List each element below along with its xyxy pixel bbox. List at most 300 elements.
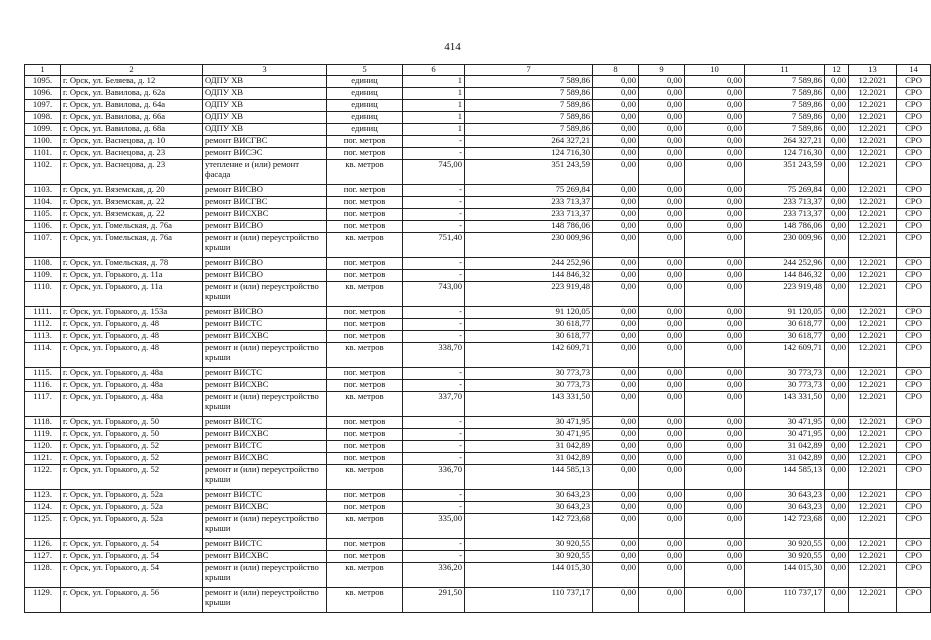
row-number: 1109.	[25, 270, 61, 282]
address-cell: г. Орск, ул. Горького, д. 52а	[61, 490, 203, 502]
row-number: 1097.	[25, 100, 61, 112]
cost-cell: 233 713,37	[465, 209, 593, 221]
col10-cell: 0,00	[685, 429, 745, 441]
col10-cell: 0,00	[685, 160, 745, 185]
col9-cell: 0,00	[639, 514, 685, 539]
col11-cell: 30 471,95	[745, 417, 825, 429]
period-cell: 12.2021	[849, 539, 897, 551]
unit-cell: кв. метров	[327, 233, 403, 258]
unit-cell: единиц	[327, 88, 403, 100]
column-header: 12	[825, 65, 849, 76]
col9-cell: 0,00	[639, 233, 685, 258]
unit-cell: пог. метров	[327, 331, 403, 343]
quantity-cell: -	[403, 539, 465, 551]
col8-cell: 0,00	[593, 209, 639, 221]
address-cell: г. Орск, ул. Беляева, д. 12	[61, 76, 203, 88]
quantity-cell: 1	[403, 112, 465, 124]
col10-cell: 0,00	[685, 319, 745, 331]
col8-cell: 0,00	[593, 148, 639, 160]
col12-cell: 0,00	[825, 539, 849, 551]
unit-cell: кв. метров	[327, 465, 403, 490]
col10-cell: 0,00	[685, 539, 745, 551]
row-number: 1118.	[25, 417, 61, 429]
cost-cell: 30 920,55	[465, 539, 593, 551]
column-header: 6	[403, 65, 465, 76]
work-type-cell: ремонт ВИСТС	[203, 417, 327, 429]
col9-cell: 0,00	[639, 563, 685, 588]
col11-cell: 142 609,71	[745, 343, 825, 368]
register-table	[24, 64, 931, 613]
col9-cell: 0,00	[639, 185, 685, 197]
col8-cell: 0,00	[593, 319, 639, 331]
col10-cell: 0,00	[685, 100, 745, 112]
col9-cell: 0,00	[639, 453, 685, 465]
method-cell: СРО	[897, 88, 931, 100]
address-cell: г. Орск, ул. Вяземская, д. 22	[61, 197, 203, 209]
column-header: 3	[203, 65, 327, 76]
unit-cell: пог. метров	[327, 502, 403, 514]
method-cell: СРО	[897, 112, 931, 124]
unit-cell: пог. метров	[327, 185, 403, 197]
unit-cell: пог. метров	[327, 539, 403, 551]
work-type-cell: ремонт ВИСХВС	[203, 551, 327, 563]
unit-cell: пог. метров	[327, 429, 403, 441]
table-row	[25, 453, 931, 465]
period-cell: 12.2021	[849, 209, 897, 221]
method-cell: СРО	[897, 343, 931, 368]
col10-cell: 0,00	[685, 88, 745, 100]
col8-cell: 0,00	[593, 514, 639, 539]
period-cell: 12.2021	[849, 514, 897, 539]
col11-cell: 124 716,30	[745, 148, 825, 160]
period-cell: 12.2021	[849, 258, 897, 270]
col11-cell: 75 269,84	[745, 185, 825, 197]
address-cell: г. Орск, ул. Вавилова, д. 66а	[61, 112, 203, 124]
cost-cell: 233 713,37	[465, 197, 593, 209]
period-cell: 12.2021	[849, 136, 897, 148]
col9-cell: 0,00	[639, 148, 685, 160]
row-number: 1112.	[25, 319, 61, 331]
quantity-cell: 743,00	[403, 282, 465, 307]
row-number: 1129.	[25, 588, 61, 613]
work-type-cell: ремонт ВИСВО	[203, 221, 327, 233]
unit-cell: пог. метров	[327, 417, 403, 429]
col10-cell: 0,00	[685, 490, 745, 502]
table-row	[25, 112, 931, 124]
table-row	[25, 465, 931, 490]
col11-cell: 30 920,55	[745, 539, 825, 551]
col9-cell: 0,00	[639, 429, 685, 441]
work-type-cell: ремонт ВИСВО	[203, 307, 327, 319]
column-header: 10	[685, 65, 745, 76]
table-row	[25, 148, 931, 160]
column-header: 5	[327, 65, 403, 76]
method-cell: СРО	[897, 465, 931, 490]
quantity-cell: -	[403, 453, 465, 465]
row-number: 1128.	[25, 563, 61, 588]
row-number: 1119.	[25, 429, 61, 441]
table-row	[25, 502, 931, 514]
col8-cell: 0,00	[593, 197, 639, 209]
row-number: 1124.	[25, 502, 61, 514]
address-cell: г. Орск, ул. Гомельская, д. 76а	[61, 233, 203, 258]
quantity-cell: 1	[403, 124, 465, 136]
col8-cell: 0,00	[593, 551, 639, 563]
unit-cell: пог. метров	[327, 368, 403, 380]
column-header: 9	[639, 65, 685, 76]
col11-cell: 30 618,77	[745, 331, 825, 343]
address-cell: г. Орск, ул. Горького, д. 52	[61, 441, 203, 453]
col11-cell: 7 589,86	[745, 88, 825, 100]
work-type-cell: ремонт и (или) переустройство крыши	[203, 343, 327, 368]
cost-cell: 31 042,89	[465, 441, 593, 453]
col11-cell: 144 846,32	[745, 270, 825, 282]
address-cell: г. Орск, ул. Гомельская, д. 78	[61, 258, 203, 270]
table-row	[25, 417, 931, 429]
col11-cell: 7 589,86	[745, 100, 825, 112]
col12-cell: 0,00	[825, 148, 849, 160]
unit-cell: кв. метров	[327, 160, 403, 185]
quantity-cell: -	[403, 380, 465, 392]
cost-cell: 144 015,30	[465, 563, 593, 588]
col11-cell: 143 331,50	[745, 392, 825, 417]
address-cell: г. Орск, ул. Горького, д. 54	[61, 539, 203, 551]
cost-cell: 75 269,84	[465, 185, 593, 197]
cost-cell: 7 589,86	[465, 100, 593, 112]
col12-cell: 0,00	[825, 453, 849, 465]
col10-cell: 0,00	[685, 453, 745, 465]
column-header: 2	[61, 65, 203, 76]
col8-cell: 0,00	[593, 429, 639, 441]
unit-cell: кв. метров	[327, 392, 403, 417]
address-cell: г. Орск, ул. Горького, д. 52	[61, 453, 203, 465]
col10-cell: 0,00	[685, 380, 745, 392]
col10-cell: 0,00	[685, 270, 745, 282]
row-number: 1108.	[25, 258, 61, 270]
method-cell: СРО	[897, 197, 931, 209]
col8-cell: 0,00	[593, 563, 639, 588]
table-row	[25, 319, 931, 331]
method-cell: СРО	[897, 441, 931, 453]
period-cell: 12.2021	[849, 465, 897, 490]
col10-cell: 0,00	[685, 76, 745, 88]
col10-cell: 0,00	[685, 551, 745, 563]
work-type-cell: ремонт ВИСХВС	[203, 380, 327, 392]
col9-cell: 0,00	[639, 417, 685, 429]
col10-cell: 0,00	[685, 343, 745, 368]
row-number: 1098.	[25, 112, 61, 124]
address-cell: г. Орск, ул. Горького, д. 52	[61, 465, 203, 490]
method-cell: СРО	[897, 331, 931, 343]
col8-cell: 0,00	[593, 160, 639, 185]
col10-cell: 0,00	[685, 209, 745, 221]
address-cell: г. Орск, ул. Васнецова, д. 10	[61, 136, 203, 148]
quantity-cell: -	[403, 197, 465, 209]
col9-cell: 0,00	[639, 465, 685, 490]
table-row	[25, 539, 931, 551]
row-number: 1104.	[25, 197, 61, 209]
row-number: 1126.	[25, 539, 61, 551]
col8-cell: 0,00	[593, 588, 639, 613]
method-cell: СРО	[897, 392, 931, 417]
work-type-cell: ремонт и (или) переустройство крыши	[203, 563, 327, 588]
cost-cell: 244 252,96	[465, 258, 593, 270]
col12-cell: 0,00	[825, 588, 849, 613]
period-cell: 12.2021	[849, 185, 897, 197]
work-type-cell: ОДПУ ХВ	[203, 88, 327, 100]
cost-cell: 143 331,50	[465, 392, 593, 417]
col9-cell: 0,00	[639, 380, 685, 392]
col12-cell: 0,00	[825, 490, 849, 502]
row-number: 1102.	[25, 160, 61, 185]
col12-cell: 0,00	[825, 88, 849, 100]
address-cell: г. Орск, ул. Горького, д. 48	[61, 343, 203, 368]
work-type-cell: ремонт ВИСВО	[203, 258, 327, 270]
col8-cell: 0,00	[593, 100, 639, 112]
col9-cell: 0,00	[639, 588, 685, 613]
work-type-cell: ремонт ВИСХВС	[203, 502, 327, 514]
row-number: 1111.	[25, 307, 61, 319]
row-number: 1121.	[25, 453, 61, 465]
col9-cell: 0,00	[639, 539, 685, 551]
period-cell: 12.2021	[849, 429, 897, 441]
col8-cell: 0,00	[593, 136, 639, 148]
col11-cell: 351 243,59	[745, 160, 825, 185]
col11-cell: 142 723,68	[745, 514, 825, 539]
cost-cell: 7 589,86	[465, 88, 593, 100]
col12-cell: 0,00	[825, 502, 849, 514]
unit-cell: пог. метров	[327, 258, 403, 270]
unit-cell: пог. метров	[327, 441, 403, 453]
col10-cell: 0,00	[685, 112, 745, 124]
table-row	[25, 209, 931, 221]
table-row	[25, 490, 931, 502]
method-cell: СРО	[897, 148, 931, 160]
work-type-cell: ремонт ВИСТС	[203, 368, 327, 380]
col10-cell: 0,00	[685, 148, 745, 160]
address-cell: г. Орск, ул. Горького, д. 54	[61, 551, 203, 563]
quantity-cell: 1	[403, 100, 465, 112]
table-row	[25, 258, 931, 270]
col8-cell: 0,00	[593, 307, 639, 319]
address-cell: г. Орск, ул. Горького, д. 54	[61, 563, 203, 588]
col12-cell: 0,00	[825, 380, 849, 392]
cost-cell: 110 737,17	[465, 588, 593, 613]
col12-cell: 0,00	[825, 282, 849, 307]
col9-cell: 0,00	[639, 221, 685, 233]
cost-cell: 30 471,95	[465, 429, 593, 441]
work-type-cell: ремонт ВИСВО	[203, 270, 327, 282]
unit-cell: пог. метров	[327, 307, 403, 319]
col10-cell: 0,00	[685, 197, 745, 209]
work-type-cell: ОДПУ ХВ	[203, 124, 327, 136]
col10-cell: 0,00	[685, 368, 745, 380]
col12-cell: 0,00	[825, 465, 849, 490]
work-type-cell: ремонт ВИСТС	[203, 490, 327, 502]
col11-cell: 144 585,13	[745, 465, 825, 490]
row-number: 1107.	[25, 233, 61, 258]
col9-cell: 0,00	[639, 160, 685, 185]
col9-cell: 0,00	[639, 319, 685, 331]
col12-cell: 0,00	[825, 331, 849, 343]
quantity-cell: 1	[403, 88, 465, 100]
period-cell: 12.2021	[849, 270, 897, 282]
table-row	[25, 185, 931, 197]
col8-cell: 0,00	[593, 502, 639, 514]
work-type-cell: ОДПУ ХВ	[203, 112, 327, 124]
row-number: 1103.	[25, 185, 61, 197]
col8-cell: 0,00	[593, 368, 639, 380]
period-cell: 12.2021	[849, 148, 897, 160]
work-type-cell: ремонт ВИСХВС	[203, 429, 327, 441]
row-number: 1114.	[25, 343, 61, 368]
method-cell: СРО	[897, 76, 931, 88]
cost-cell: 30 773,73	[465, 368, 593, 380]
col9-cell: 0,00	[639, 112, 685, 124]
quantity-cell: -	[403, 429, 465, 441]
col10-cell: 0,00	[685, 331, 745, 343]
cost-cell: 31 042,89	[465, 453, 593, 465]
col9-cell: 0,00	[639, 197, 685, 209]
col8-cell: 0,00	[593, 331, 639, 343]
row-number: 1117.	[25, 392, 61, 417]
cost-cell: 30 643,23	[465, 490, 593, 502]
col8-cell: 0,00	[593, 76, 639, 88]
table-row	[25, 76, 931, 88]
cost-cell: 91 120,05	[465, 307, 593, 319]
period-cell: 12.2021	[849, 124, 897, 136]
cost-cell: 124 716,30	[465, 148, 593, 160]
period-cell: 12.2021	[849, 368, 897, 380]
col12-cell: 0,00	[825, 392, 849, 417]
col8-cell: 0,00	[593, 270, 639, 282]
period-cell: 12.2021	[849, 392, 897, 417]
col12-cell: 0,00	[825, 112, 849, 124]
table-row	[25, 307, 931, 319]
table-row	[25, 197, 931, 209]
method-cell: СРО	[897, 124, 931, 136]
method-cell: СРО	[897, 160, 931, 185]
address-cell: г. Орск, ул. Горького, д. 11а	[61, 270, 203, 282]
col12-cell: 0,00	[825, 221, 849, 233]
row-number: 1122.	[25, 465, 61, 490]
quantity-cell: 745,00	[403, 160, 465, 185]
unit-cell: пог. метров	[327, 148, 403, 160]
page-number: 414	[444, 41, 461, 53]
column-header: 13	[849, 65, 897, 76]
quantity-cell: 337,70	[403, 392, 465, 417]
unit-cell: пог. метров	[327, 380, 403, 392]
period-cell: 12.2021	[849, 502, 897, 514]
col12-cell: 0,00	[825, 136, 849, 148]
period-cell: 12.2021	[849, 331, 897, 343]
cost-cell: 144 846,32	[465, 270, 593, 282]
method-cell: СРО	[897, 319, 931, 331]
unit-cell: единиц	[327, 76, 403, 88]
col11-cell: 30 920,55	[745, 551, 825, 563]
col8-cell: 0,00	[593, 282, 639, 307]
col8-cell: 0,00	[593, 343, 639, 368]
work-type-cell: ремонт и (или) переустройство крыши	[203, 392, 327, 417]
table-row	[25, 160, 931, 185]
unit-cell: пог. метров	[327, 551, 403, 563]
col10-cell: 0,00	[685, 392, 745, 417]
table-row	[25, 221, 931, 233]
col9-cell: 0,00	[639, 392, 685, 417]
table-row	[25, 429, 931, 441]
col10-cell: 0,00	[685, 185, 745, 197]
col11-cell: 7 589,86	[745, 124, 825, 136]
col11-cell: 233 713,37	[745, 197, 825, 209]
col10-cell: 0,00	[685, 233, 745, 258]
col10-cell: 0,00	[685, 588, 745, 613]
quantity-cell: 338,70	[403, 343, 465, 368]
unit-cell: кв. метров	[327, 282, 403, 307]
col9-cell: 0,00	[639, 307, 685, 319]
address-cell: г. Орск, ул. Вавилова, д. 62а	[61, 88, 203, 100]
table-row	[25, 551, 931, 563]
method-cell: СРО	[897, 136, 931, 148]
method-cell: СРО	[897, 551, 931, 563]
col8-cell: 0,00	[593, 258, 639, 270]
col12-cell: 0,00	[825, 307, 849, 319]
col9-cell: 0,00	[639, 551, 685, 563]
address-cell: г. Орск, ул. Вяземская, д. 20	[61, 185, 203, 197]
col12-cell: 0,00	[825, 185, 849, 197]
col12-cell: 0,00	[825, 270, 849, 282]
address-cell: г. Орск, ул. Горького, д. 48а	[61, 392, 203, 417]
period-cell: 12.2021	[849, 76, 897, 88]
column-header: 8	[593, 65, 639, 76]
table-row	[25, 331, 931, 343]
col11-cell: 30 773,73	[745, 380, 825, 392]
col12-cell: 0,00	[825, 197, 849, 209]
quantity-cell: -	[403, 258, 465, 270]
quantity-cell: -	[403, 270, 465, 282]
quantity-cell: -	[403, 490, 465, 502]
cost-cell: 30 643,23	[465, 502, 593, 514]
address-cell: г. Орск, ул. Горького, д. 153а	[61, 307, 203, 319]
col8-cell: 0,00	[593, 124, 639, 136]
unit-cell: пог. метров	[327, 197, 403, 209]
col10-cell: 0,00	[685, 465, 745, 490]
quantity-cell: -	[403, 221, 465, 233]
row-number: 1100.	[25, 136, 61, 148]
work-type-cell: ремонт и (или) переустройство крыши	[203, 233, 327, 258]
address-cell: г. Орск, ул. Горького, д. 50	[61, 417, 203, 429]
cost-cell: 230 009,96	[465, 233, 593, 258]
address-cell: г. Орск, ул. Гомельская, д. 76а	[61, 221, 203, 233]
col11-cell: 7 589,86	[745, 76, 825, 88]
quantity-cell: -	[403, 148, 465, 160]
period-cell: 12.2021	[849, 490, 897, 502]
method-cell: СРО	[897, 429, 931, 441]
col11-cell: 144 015,30	[745, 563, 825, 588]
address-cell: г. Орск, ул. Васнецова, д. 23	[61, 160, 203, 185]
cost-cell: 7 589,86	[465, 124, 593, 136]
work-type-cell: ремонт и (или) переустройство крыши	[203, 465, 327, 490]
col8-cell: 0,00	[593, 417, 639, 429]
col11-cell: 30 471,95	[745, 429, 825, 441]
col12-cell: 0,00	[825, 233, 849, 258]
col8-cell: 0,00	[593, 465, 639, 490]
method-cell: СРО	[897, 185, 931, 197]
quantity-cell: -	[403, 502, 465, 514]
column-header: 11	[745, 65, 825, 76]
col10-cell: 0,00	[685, 124, 745, 136]
quantity-cell: -	[403, 209, 465, 221]
cost-cell: 30 618,77	[465, 319, 593, 331]
